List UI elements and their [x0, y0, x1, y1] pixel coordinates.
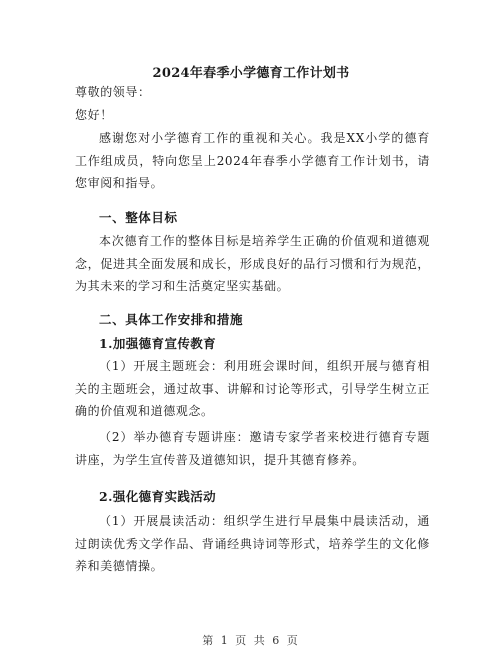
- subsection-1-item-1: （1）开展主题班会：利用班会课时间，组织开展与德育相关的主题班会，通过故事、讲解和讨论等形式，引导学生树立正确的价值观和道德观念。: [75, 359, 430, 418]
- subsection-2-heading: 2.强化德育实践活动: [99, 489, 217, 504]
- greeting: 您好！: [75, 108, 113, 122]
- document-title: 2024年春季小学德育工作计划书: [152, 66, 350, 81]
- intro-paragraph: 感谢您对小学德育工作的重视和关心。我是XX小学的德育工作组成员，特向您呈上2024年春季小学德育工作计划书，请您审阅和指导。: [75, 131, 430, 190]
- section-2-heading: 二、具体工作安排和措施: [99, 312, 244, 327]
- subsection-1-item-2: （2）举办德育专题讲座：邀请专家学者来校进行德育专题讲座，为学生宣传普及道德知识，提升其德育修养。: [75, 430, 430, 467]
- subsection-1-heading: 1.加强德育宣传教育: [99, 336, 217, 351]
- section-1-heading: 一、整体目标: [99, 210, 178, 225]
- page-number-footer: 第 1 页 共 6 页: [202, 634, 300, 647]
- section-1-body: 本次德育工作的整体目标是培养学生正确的价值观和道德观念，促进其全面发展和成长，形成良好的品行习惯和行为规范，为其未来的学习和生活奠定坚实基础。: [75, 234, 430, 293]
- salutation: 尊敬的领导：: [75, 85, 151, 99]
- subsection-2-item-1: （1）开展晨读活动：组织学生进行早晨集中晨读活动，通过朗读优秀文学作品、背诵经典诗词等形式，培养学生的文化修养和美德情操。: [75, 514, 430, 573]
